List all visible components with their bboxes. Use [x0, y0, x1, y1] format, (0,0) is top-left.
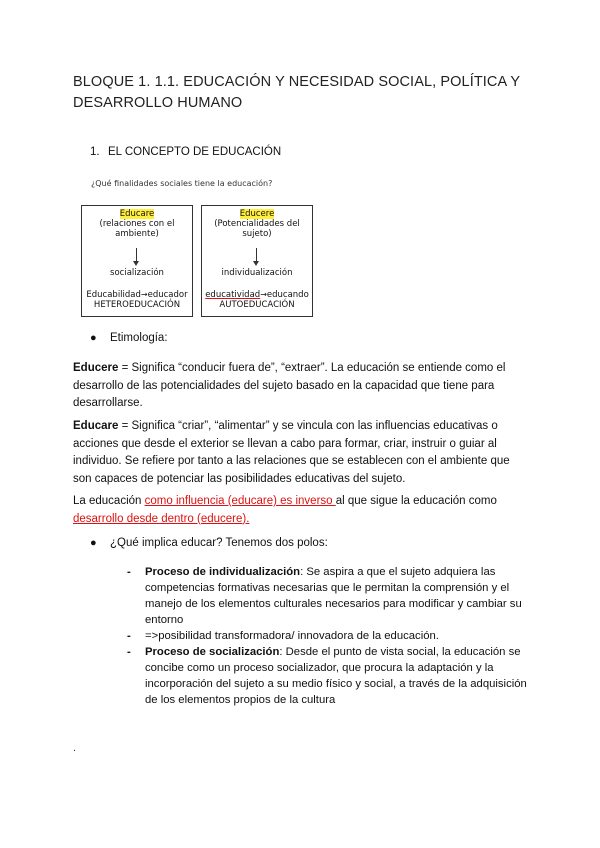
contrast-highlight-2: desarrollo desde dentro (educere).	[73, 512, 250, 525]
page-title: BLOQUE 1. 1.1. EDUCACIÓN Y NECESIDAD SOCIAL, POLÍTICA Y DESARROLLO HUMANO	[73, 74, 520, 111]
educere-box	[201, 205, 313, 317]
list-item	[127, 628, 527, 644]
bullet-icon: ●	[90, 537, 97, 549]
poles-list	[127, 564, 527, 708]
arrowhead-icon	[133, 261, 139, 266]
educere-paragraph	[73, 360, 531, 413]
right-arrow-icon: →	[140, 290, 148, 299]
educare-desc-1: (relaciones con el	[99, 219, 175, 229]
individualizacion-text: : Se aspira a que el sujeto adquiera las competencias formativas necesarias que le permitan la comprensión y el manejo de los elementos culturales necesarios para modificar y cambiar su entorno	[145, 566, 522, 626]
educare-definition: = Significa “criar”, “alimentar” y se vincula con las influencias educativas o acciones que desde el exterior se llevan a cabo para formar, criar, instruir o guiar al individuo. Se refiere por tanto a las relaciones que se establecen con el ambiente que son capaces de potenciar las posibilidades educativas del sujeto.	[73, 420, 510, 485]
educere-definition: = Significa “conducir fuera de”, “extraer”. La educación se entiende como el desarrollo de las potencialidades del sujeto basado en la capacidad que tiene para desarrollarse.	[73, 362, 506, 409]
section-heading-text: EL CONCEPTO DE EDUCACIÓN	[108, 146, 282, 158]
educere-process: individualización	[221, 268, 293, 278]
educere-tag: AUTOEDUCACIÓN	[219, 300, 295, 310]
educere-desc-1: (Potencialidades del	[214, 219, 300, 229]
educare-term: Educare	[119, 209, 155, 219]
socializacion-term: Proceso de socialización	[145, 646, 280, 658]
dash-icon: -	[127, 566, 131, 578]
educere-to: educando	[266, 290, 309, 300]
educere-from: educatividad	[205, 290, 261, 300]
contrast-text-b: al que sigue la educación como	[335, 495, 497, 507]
educare-desc-2: ambiente)	[115, 229, 159, 239]
educare-paragraph	[73, 418, 531, 488]
dash-icon: -	[127, 630, 131, 642]
section-heading	[90, 146, 281, 158]
contrast-text-a: La educación	[73, 495, 145, 507]
list-item	[127, 564, 527, 628]
individualizacion-term: Proceso de individualización	[145, 566, 301, 578]
trailing-dot: .	[73, 742, 77, 754]
educere-desc-2: sujeto)	[242, 229, 272, 239]
dash-icon: -	[127, 646, 131, 658]
educere-term-bold: Educere	[73, 362, 119, 374]
educare-box	[81, 205, 193, 317]
educare-to: educador	[147, 290, 188, 300]
right-arrow-icon: →	[260, 290, 267, 299]
educare-tag: HETEROEDUCACIÓN	[93, 300, 181, 310]
list-item	[90, 537, 328, 549]
list-item	[127, 644, 527, 708]
implica-label: ¿Qué implica educar? Tenemos dos polos:	[110, 537, 328, 549]
socializacion-text: : Desde el punto de vista social, la educación se concibe como un proceso socializador, que procura la adaptación y la incorporación del sujeto a su medio físico y social, a través de la adquisición de los elementos propios de la cultura	[145, 646, 527, 706]
bullet-icon: ●	[90, 332, 97, 344]
educare-pair	[82, 290, 192, 300]
figure-caption: ¿Qué finalidades sociales tiene la educación?	[91, 179, 273, 188]
list-item	[90, 332, 168, 344]
educare-process: socialización	[110, 268, 164, 278]
arrowhead-icon	[253, 261, 259, 266]
transformadora-text: =>posibilidad transformadora/ innovadora de la educación.	[145, 630, 439, 642]
educare-from: Educabilidad	[86, 290, 141, 300]
contrast-paragraph	[73, 493, 531, 528]
educere-term: Educere	[239, 209, 275, 219]
contrast-highlight-1: como influencia (educare) es inverso	[144, 495, 336, 507]
etimologia-label: Etimología:	[110, 332, 168, 344]
section-number: 1.	[90, 146, 100, 158]
educere-pair	[202, 290, 312, 300]
educare-term-bold: Educare	[73, 420, 119, 432]
